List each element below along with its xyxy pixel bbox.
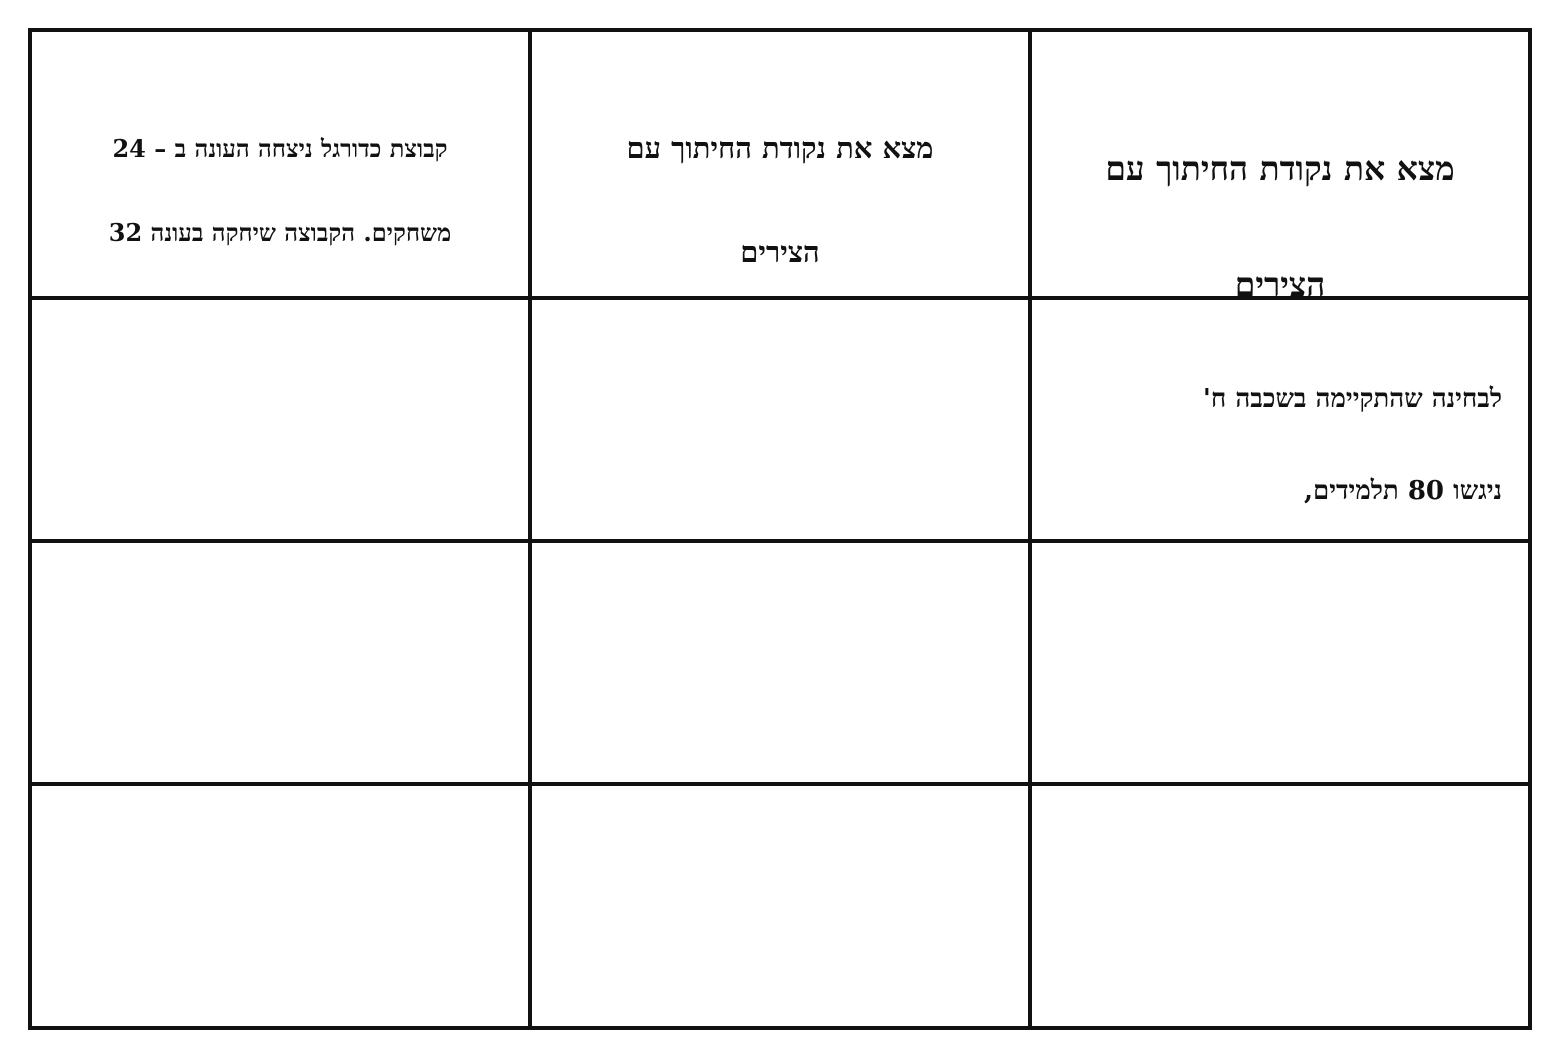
question-line: ניגשו 80 תלמידים, [1303,476,1502,506]
question-line: הצירים [1234,265,1326,300]
question-line: מצא את נקודת החיתוך עם [1105,149,1455,188]
cell-r1-left [32,32,532,300]
cell-r3-right [1032,543,1528,786]
intersection-question-2 [552,70,1008,300]
exam-question [1052,330,1502,543]
question-line: מצא את נקודת החיתוך עם [626,131,934,165]
cell-r4-right [1032,786,1528,1026]
question-line: הצירים [740,235,820,269]
cell-r2-middle [532,300,1032,543]
cell-r3-middle [532,543,1032,786]
cell-r2-left [32,300,532,543]
question-line: משחקים. הקבוצה שיחקה בעונה 32 [108,218,452,247]
cell-r4-middle [532,786,1032,1026]
intersection-question-1 [1052,82,1508,300]
cell-r1-right [1032,32,1528,300]
football-question [62,86,498,300]
question-line: לבחינה שהתקיימה בשכבה ח' [1202,384,1502,414]
cell-r4-left [32,786,532,1026]
cell-r1-middle [532,32,1032,300]
cell-r2-right [1032,300,1528,543]
worksheet-table [28,28,1532,1030]
question-line: קבוצת כדורגל ניצחה העונה ב – 24 [112,134,448,163]
cell-r3-left [32,543,532,786]
